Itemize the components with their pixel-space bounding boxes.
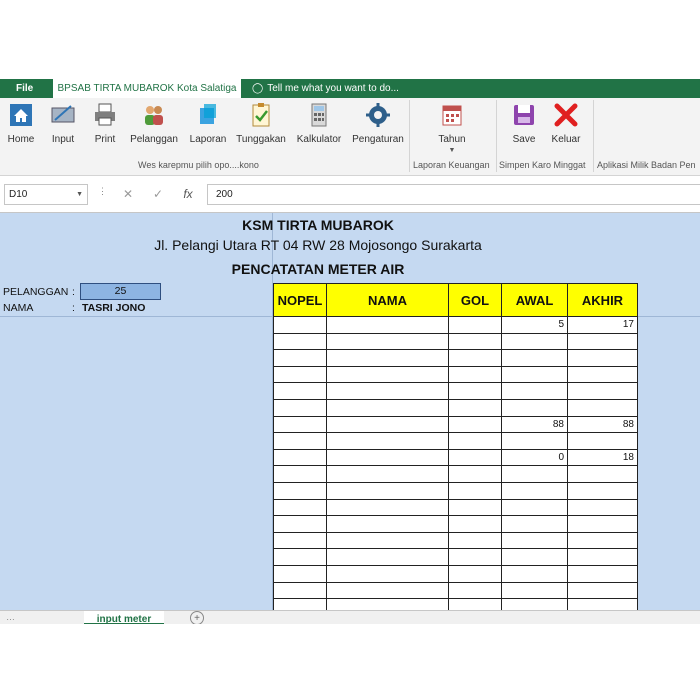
header-awal[interactable]: AWAL bbox=[502, 284, 568, 317]
home-button[interactable] bbox=[5, 102, 37, 145]
sheet-tab-scroll[interactable]: … bbox=[6, 612, 15, 622]
table-cell[interactable] bbox=[274, 350, 327, 367]
table-cell[interactable] bbox=[568, 549, 638, 566]
meter-table bbox=[273, 283, 638, 610]
keluar-label: Keluar bbox=[551, 134, 581, 145]
print-label: Print bbox=[94, 134, 116, 145]
formula-bar-grip: ⋮ bbox=[98, 186, 107, 196]
table-cell[interactable] bbox=[449, 366, 502, 383]
table-cell[interactable] bbox=[274, 499, 327, 516]
table-cell[interactable] bbox=[274, 549, 327, 566]
table-cell[interactable] bbox=[449, 449, 502, 466]
users-icon bbox=[142, 102, 166, 128]
input-label: Input bbox=[51, 134, 75, 145]
table-cell[interactable] bbox=[449, 399, 502, 416]
table-row bbox=[274, 317, 638, 334]
table-cell[interactable] bbox=[274, 599, 327, 610]
table-cell[interactable] bbox=[568, 366, 638, 383]
table-cell[interactable] bbox=[568, 565, 638, 582]
add-sheet-icon[interactable]: + bbox=[190, 611, 204, 624]
table-cell[interactable] bbox=[274, 366, 327, 383]
table-cell[interactable] bbox=[502, 399, 568, 416]
calendar-icon bbox=[440, 102, 464, 128]
keluar-button[interactable] bbox=[549, 102, 583, 145]
table-cell[interactable] bbox=[274, 383, 327, 400]
table-cell[interactable] bbox=[449, 549, 502, 566]
pelanggan-colon: : bbox=[72, 286, 75, 298]
save-label: Save bbox=[512, 134, 536, 145]
table-cell[interactable] bbox=[449, 582, 502, 599]
table-cell[interactable] bbox=[568, 599, 638, 610]
table-cell[interactable] bbox=[327, 416, 449, 433]
table-cell[interactable] bbox=[327, 383, 449, 400]
ribbon-separator bbox=[496, 100, 497, 172]
formula-bar bbox=[0, 177, 700, 212]
table-cell[interactable] bbox=[502, 482, 568, 499]
table-cell[interactable] bbox=[449, 565, 502, 582]
sheet-tabs-bar bbox=[0, 610, 700, 624]
ribbon-tab-bar bbox=[0, 79, 700, 98]
table-row bbox=[274, 532, 638, 549]
table-cell[interactable]: 88 bbox=[568, 416, 638, 433]
chevron-down-icon: ▼ bbox=[448, 147, 456, 154]
table-cell[interactable]: 18 bbox=[568, 449, 638, 466]
cancel-button[interactable]: ✕ bbox=[122, 187, 134, 201]
table-cell[interactable] bbox=[327, 350, 449, 367]
worksheet[interactable] bbox=[0, 212, 700, 610]
table-cell[interactable] bbox=[502, 433, 568, 450]
group-label-main: Wes karepmu pilih opo....kono bbox=[138, 160, 259, 170]
group-label-simpen: Simpen Karo Minggat bbox=[499, 160, 586, 170]
sheet-title: KSM TIRTA MUBAROK bbox=[242, 217, 394, 233]
table-cell[interactable] bbox=[327, 549, 449, 566]
table-cell[interactable]: 17 bbox=[568, 317, 638, 334]
header-gol[interactable]: GOL bbox=[449, 284, 502, 317]
table-row bbox=[274, 333, 638, 350]
kalkulator-button[interactable] bbox=[295, 102, 343, 145]
table-cell[interactable] bbox=[502, 466, 568, 483]
table-cell[interactable] bbox=[449, 333, 502, 350]
table-cell[interactable] bbox=[274, 416, 327, 433]
table-row bbox=[274, 433, 638, 450]
nama-colon: : bbox=[72, 302, 75, 314]
tunggakan-button[interactable] bbox=[234, 102, 288, 145]
table-row bbox=[274, 350, 638, 367]
table-cell[interactable] bbox=[568, 399, 638, 416]
nama-value: TASRI JONO bbox=[82, 302, 146, 314]
table-cell[interactable] bbox=[327, 565, 449, 582]
input-icon bbox=[51, 102, 75, 128]
table-cell[interactable] bbox=[449, 383, 502, 400]
table-cell[interactable] bbox=[327, 482, 449, 499]
table-row bbox=[274, 582, 638, 599]
table-row bbox=[274, 366, 638, 383]
group-label-laporan: Laporan Keuangan bbox=[413, 160, 490, 170]
save-button[interactable] bbox=[509, 102, 539, 145]
table-cell[interactable] bbox=[502, 516, 568, 533]
table-cell[interactable]: 88 bbox=[502, 416, 568, 433]
table-row bbox=[274, 549, 638, 566]
table-cell[interactable] bbox=[568, 516, 638, 533]
home-icon bbox=[9, 102, 33, 128]
tunggakan-label: Tunggakan bbox=[236, 134, 286, 145]
print-button[interactable] bbox=[90, 102, 120, 145]
tahun-label: Tahun bbox=[438, 134, 466, 145]
name-box[interactable] bbox=[4, 184, 88, 205]
home-label: Home bbox=[7, 134, 35, 145]
laporan-label: Laporan bbox=[189, 134, 227, 145]
table-cell[interactable] bbox=[274, 317, 327, 334]
table-row bbox=[274, 383, 638, 400]
table-row bbox=[274, 599, 638, 610]
sheet-address: Jl. Pelangi Utara RT 04 RW 28 Mojosongo Surakarta bbox=[154, 237, 482, 253]
table-cell[interactable] bbox=[274, 433, 327, 450]
name-box-value: D10 bbox=[9, 189, 28, 200]
close-icon bbox=[554, 102, 578, 128]
formula-input[interactable]: 200 bbox=[207, 184, 700, 205]
ribbon bbox=[0, 98, 700, 176]
table-cell[interactable] bbox=[327, 317, 449, 334]
table-cell[interactable] bbox=[449, 482, 502, 499]
table-header-row bbox=[274, 284, 638, 317]
table-cell[interactable] bbox=[274, 333, 327, 350]
ribbon-separator bbox=[593, 100, 594, 172]
pengaturan-label: Pengaturan bbox=[352, 134, 404, 145]
table-cell[interactable] bbox=[327, 399, 449, 416]
table-cell[interactable] bbox=[327, 516, 449, 533]
print-icon bbox=[93, 102, 117, 128]
sheet-tab-input-meter[interactable]: input meter bbox=[84, 611, 164, 624]
table-cell[interactable] bbox=[568, 499, 638, 516]
table-cell[interactable] bbox=[274, 582, 327, 599]
table-cell[interactable] bbox=[568, 582, 638, 599]
table-cell[interactable] bbox=[449, 317, 502, 334]
table-cell[interactable] bbox=[502, 582, 568, 599]
table-cell[interactable]: 5 bbox=[502, 317, 568, 334]
table-cell[interactable] bbox=[327, 366, 449, 383]
table-cell[interactable] bbox=[327, 599, 449, 610]
table-row bbox=[274, 516, 638, 533]
table-cell[interactable] bbox=[327, 532, 449, 549]
table-cell[interactable] bbox=[568, 482, 638, 499]
table-cell[interactable] bbox=[449, 466, 502, 483]
table-cell[interactable] bbox=[327, 333, 449, 350]
enter-button[interactable]: ✓ bbox=[152, 187, 164, 201]
header-nopel[interactable]: NOPEL bbox=[274, 284, 327, 317]
table-cell[interactable] bbox=[274, 482, 327, 499]
table-cell[interactable] bbox=[502, 499, 568, 516]
ribbon-separator bbox=[409, 100, 410, 172]
lightbulb-icon: ◯ bbox=[252, 83, 264, 94]
table-cell[interactable] bbox=[502, 599, 568, 610]
kalkulator-label: Kalkulator bbox=[296, 134, 342, 145]
pelanggan-button[interactable] bbox=[128, 102, 180, 145]
table-row bbox=[274, 482, 638, 499]
save-icon bbox=[512, 102, 536, 128]
tab-app[interactable]: BPSAB TIRTA MUBAROK Kota Salatiga bbox=[53, 79, 241, 98]
table-cell[interactable] bbox=[327, 433, 449, 450]
table-cell[interactable] bbox=[502, 333, 568, 350]
table-cell[interactable] bbox=[449, 416, 502, 433]
table-cell[interactable] bbox=[449, 532, 502, 549]
report-icon bbox=[196, 102, 220, 128]
sheet-subtitle: PENCATATAN METER AIR bbox=[231, 261, 405, 277]
table-body bbox=[274, 317, 638, 611]
insert-function-button[interactable]: fx bbox=[183, 187, 193, 201]
table-cell[interactable] bbox=[568, 350, 638, 367]
tell-me-search[interactable] bbox=[252, 79, 399, 98]
table-cell[interactable] bbox=[568, 333, 638, 350]
table-cell[interactable] bbox=[327, 499, 449, 516]
pengaturan-button[interactable] bbox=[351, 102, 405, 145]
table-cell[interactable] bbox=[274, 449, 327, 466]
laporan-button[interactable] bbox=[187, 102, 229, 145]
table-row bbox=[274, 399, 638, 416]
table-cell[interactable] bbox=[502, 532, 568, 549]
table-cell[interactable] bbox=[449, 433, 502, 450]
table-cell[interactable] bbox=[568, 383, 638, 400]
table-cell[interactable] bbox=[327, 466, 449, 483]
group-label-aplikasi: Aplikasi Milik Badan Pen bbox=[597, 160, 696, 170]
nama-label: NAMA bbox=[3, 302, 34, 314]
table-cell[interactable] bbox=[274, 565, 327, 582]
table-cell[interactable] bbox=[274, 466, 327, 483]
table-cell[interactable] bbox=[327, 582, 449, 599]
table-row bbox=[274, 466, 638, 483]
table-cell[interactable] bbox=[274, 532, 327, 549]
table-row bbox=[274, 416, 638, 433]
pelanggan-label: PELANGGAN bbox=[3, 286, 69, 298]
header-akhir[interactable]: AKHIR bbox=[568, 284, 638, 317]
table-cell[interactable] bbox=[449, 599, 502, 610]
table-cell[interactable] bbox=[568, 532, 638, 549]
table-cell[interactable] bbox=[449, 350, 502, 367]
table-cell[interactable]: 0 bbox=[502, 449, 568, 466]
table-cell[interactable] bbox=[502, 366, 568, 383]
table-cell[interactable] bbox=[449, 499, 502, 516]
table-cell[interactable] bbox=[449, 516, 502, 533]
table-cell[interactable] bbox=[327, 449, 449, 466]
chevron-down-icon[interactable]: ▼ bbox=[76, 191, 83, 198]
tab-file[interactable]: File bbox=[16, 83, 34, 94]
tahun-dropdown[interactable] bbox=[434, 102, 470, 154]
header-nama[interactable]: NAMA bbox=[327, 284, 449, 317]
pelanggan-input[interactable]: 25 bbox=[80, 283, 161, 300]
table-row bbox=[274, 565, 638, 582]
table-cell[interactable] bbox=[568, 433, 638, 450]
table-row bbox=[274, 449, 638, 466]
table-cell[interactable] bbox=[502, 549, 568, 566]
calculator-icon bbox=[307, 102, 331, 128]
input-button[interactable] bbox=[47, 102, 79, 145]
table-cell[interactable] bbox=[274, 516, 327, 533]
table-row bbox=[274, 499, 638, 516]
table-cell[interactable] bbox=[274, 399, 327, 416]
table-cell[interactable] bbox=[502, 350, 568, 367]
table-cell[interactable] bbox=[568, 466, 638, 483]
checklist-icon bbox=[249, 102, 273, 128]
table-cell[interactable] bbox=[502, 565, 568, 582]
tell-me-text: Tell me what you want to do... bbox=[267, 83, 399, 94]
pelanggan-label: Pelanggan bbox=[130, 134, 178, 145]
table-cell[interactable] bbox=[502, 383, 568, 400]
gear-icon bbox=[366, 102, 390, 128]
